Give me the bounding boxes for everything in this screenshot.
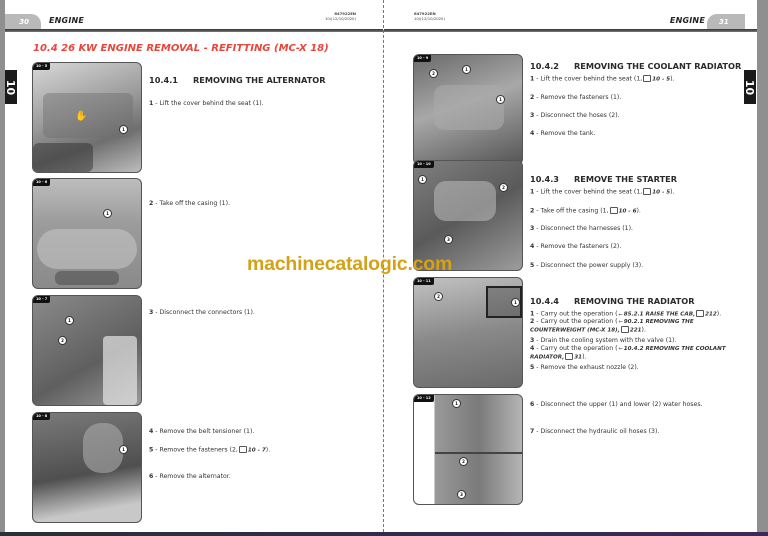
callout-marker: 2 [499,183,508,192]
callout-marker: 1 [119,445,128,454]
figure-label: 10 - 5 [33,63,50,70]
step-item [530,225,633,232]
subsection-heading-10-4-1 [149,75,326,85]
step-number: 4 [530,243,535,250]
header-rule [5,29,383,32]
doc-code: 647922EN [334,11,356,16]
step-item [530,428,659,435]
step-item [530,188,675,196]
callout-marker: 2 [429,69,438,78]
step-item [530,112,620,119]
step-text: - Disconnect the power supply (3). [534,262,644,269]
step-text: - Remove the fasteners (1). [534,94,622,101]
step-text: - Disconnect the upper (1) and lower (2) water hoses. [534,401,703,408]
step-text: - Disconnect the harnesses (1). [534,225,633,232]
doc-date: 10/(12/10/2020) [414,16,445,21]
figure-reference-link[interactable]: 10 - 7 [247,447,266,454]
step-text: - Lift the cover behind the seat (1, [534,188,643,196]
cross-reference-arrow-icon: ⇐ [618,319,623,325]
step-item [530,207,641,215]
step-text: - Remove the exhaust nozzle (2). [534,364,639,371]
subsection-title: REMOVE THE STARTER [574,174,678,184]
step-item [149,100,264,107]
callout-marker: 1 [65,316,74,325]
subsection-heading-10-4-3 [530,174,677,184]
callout-marker: 1 [452,399,461,408]
figure-reference-link[interactable]: 10 - 5 [652,189,671,196]
figure-reference-link[interactable]: 10 - 5 [652,76,671,83]
step-number: 2 [530,318,535,325]
page-reference-link[interactable]: 31 [574,354,583,361]
step-text: - Remove the belt tensioner (1). [153,428,255,435]
page-reference-link[interactable]: 221 [629,327,642,334]
step-number: 5 [530,262,535,269]
chapter-tab [744,70,756,104]
callout-marker: 1 [462,65,471,74]
page-reference-link[interactable]: 212 [705,311,717,318]
figure-reference-icon [643,188,651,195]
step-item [149,200,230,207]
subsection-title: REMOVING THE ALTERNATOR [193,75,326,85]
step-number: 3 [530,225,535,232]
step-text: - Lift the cover behind the seat (1). [153,100,264,107]
subsection-title: REMOVING THE RADIATOR [574,296,695,306]
chapter-tab-label: 10 [4,79,18,95]
section-title: 10.4 26 KW ENGINE REMOVAL - REFITTING (MC-X 18) [33,43,329,54]
figure-reference-icon [643,75,651,82]
header-title: ENGINE [49,16,85,25]
figure-label: 10 - 12 [414,395,434,402]
step-text-tail: ). [716,310,722,318]
figure-10-6 [32,178,142,289]
step-text: - Disconnect the hoses (2). [534,112,620,119]
step-text-tail: ). [670,75,675,83]
figure-label: 10 - 9 [414,55,431,62]
header-title: ENGINE [669,16,705,25]
step-number: 4 [530,345,535,352]
doc-reference [325,11,356,21]
subsection-heading-10-4-4 [530,296,695,306]
header-rule [384,29,757,32]
figure-label: 10 - 11 [414,278,434,285]
hand-cursor-icon: ✋ [75,111,88,122]
step-text: - Remove the fasteners (2, [153,446,238,454]
step-item [149,473,231,480]
subsection-number: 10.4.4 [530,296,560,306]
step-number: 1 [530,310,535,318]
step-item [530,345,740,362]
callout-marker: 3 [444,235,453,244]
figure-label: 10 - 6 [33,179,50,186]
step-text: - Remove the alternator. [153,473,231,480]
step-number: 1 [530,188,535,196]
step-item [530,364,639,371]
cross-reference-link[interactable]: 10.4.2 REMOVING THE COOLANT RADIATOR, [530,346,726,361]
callout-marker: 2 [58,336,67,345]
figure-label: 10 - 8 [33,413,50,420]
subsection-heading-10-4-2 [530,61,741,71]
step-number: 7 [530,428,535,435]
step-number: 1 [149,100,154,107]
step-item [530,94,621,101]
figure-10-12 [413,394,523,505]
callout-marker: 1 [496,95,505,104]
step-number: 1 [530,75,535,83]
figure-10-8 [32,412,142,523]
step-item [530,75,675,83]
step-item [530,318,740,335]
subsection-title: REMOVING THE COOLANT RADIATOR [574,61,742,71]
doc-date: 10/(12/10/2020) [325,16,356,21]
chapter-tab-label: 10 [743,79,757,95]
subsection-number: 10.4.2 [530,61,560,71]
page-reference-icon [565,353,573,360]
step-text-tail: ). [636,207,641,215]
step-number: 4 [149,428,154,435]
step-number: 2 [530,207,535,215]
page-reference-icon [621,326,629,333]
step-text: - Disconnect the hydraulic oil hoses (3). [534,428,660,435]
step-text: - Drain the cooling system with the valve (1). [534,337,677,344]
step-item [149,309,255,316]
figure-10-5 [32,62,142,173]
figure-reference-icon [610,207,618,214]
step-text: - Carry out the operation ( [534,310,618,318]
viewer-bottom-bar [0,532,768,536]
figure-label: 10 - 10 [414,161,434,168]
chapter-tab [5,70,17,104]
figure-label: 10 - 7 [33,296,50,303]
step-number: 4 [530,130,535,137]
step-text-tail: ). [582,353,587,361]
callout-marker: 1 [418,175,427,184]
step-number: 2 [530,94,535,101]
figure-reference-link[interactable]: 10 - 6 [618,208,637,215]
step-number: 3 [530,112,535,119]
callout-marker: 3 [457,490,466,499]
step-text: - Disconnect the connectors (1). [153,309,255,316]
step-number: 6 [149,473,154,480]
step-item [149,428,254,435]
step-text: - Lift the cover behind the seat (1, [534,75,643,83]
step-number: 5 [530,364,535,371]
step-item [149,446,270,454]
step-item [530,262,643,269]
figure-10-11 [413,277,523,388]
step-text: - Carry out the operation ( [534,318,618,325]
step-text-tail: ). [670,188,675,196]
callout-marker: 1 [103,209,112,218]
viewer-scrollbar[interactable] [757,0,768,532]
cross-reference-link[interactable]: 85.2.1 RAISE THE CAB, [623,311,696,318]
step-item [530,337,676,344]
callout-marker: 2 [434,292,443,301]
callout-marker: 1 [511,298,520,307]
step-item [530,401,703,408]
step-number: 6 [530,401,535,408]
cross-reference-link[interactable]: 90.2.1 REMOVING THE COUNTERWEIGHT (MC-X 18), [530,319,694,334]
step-number: 3 [149,309,154,316]
step-number: 3 [530,337,535,344]
step-text: - Remove the fasteners (2). [534,243,622,250]
step-item [530,130,595,137]
doc-reference [414,11,445,21]
figure-10-7 [32,295,142,406]
step-number: 5 [149,446,154,454]
doc-code: 647922EN [414,11,436,16]
page-number-tab [5,14,41,30]
figure-10-9 [413,54,523,165]
page-number: 30 [19,18,29,26]
subsection-number: 10.4.3 [530,174,560,184]
step-text: - Carry out the operation ( [534,345,618,352]
callout-marker: 1 [119,125,128,134]
cross-reference-arrow-icon: ⇐ [618,346,623,352]
subsection-number: 10.4.1 [149,75,179,85]
step-number: 2 [149,200,154,207]
page-reference-icon [696,310,704,317]
step-text-tail: ). [265,446,271,454]
step-text: - Take off the casing (1). [153,200,230,207]
step-text: - Remove the tank. [534,130,596,137]
step-text: - Take off the casing (1, [534,207,609,215]
page-number-tab [707,14,745,30]
cross-reference-arrow-icon: ⇐ [618,311,623,318]
page-number: 31 [719,18,729,26]
step-text-tail: ). [641,326,646,334]
step-item [530,310,721,318]
watermark-text: machinecatalogic.com [247,253,453,275]
callout-marker: 2 [459,457,468,466]
figure-reference-icon [239,446,247,453]
step-item [530,243,621,250]
